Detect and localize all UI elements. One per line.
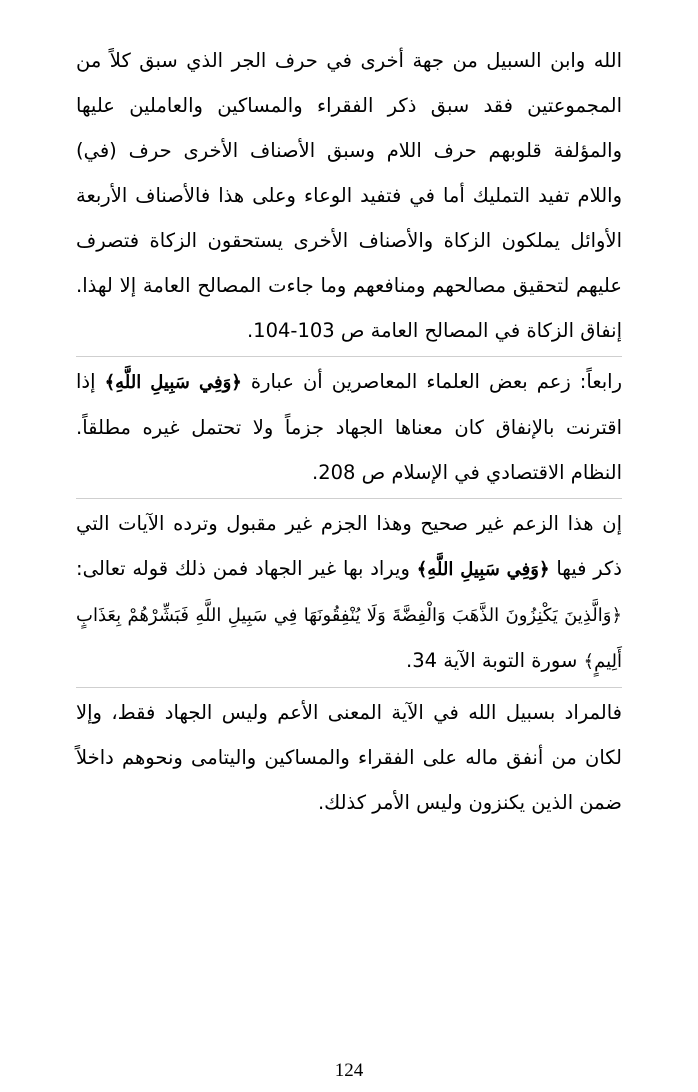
- paragraph-3-text-start: إن هذا الزعم غير صحيح وهذا الجزم غير مقبول وترده الآيات التي ذكر فيها: [76, 512, 622, 580]
- quran-verse-tawbah-34: ﴿وَالَّذِينَ يَكْنِزُونَ الذَّهَبَ وَالْفِضَّةَ وَلَا يُنْفِقُونَهَا فِي سَبِيلِ اللَّهِ فَبَشِّرْهُمْ بِعَذَابٍ أَلِيمٍ﴾: [76, 605, 622, 672]
- paragraph-1-text: الله وابن السبيل من جهة أخرى في حرف الجر الذي سبق كلاً من المجموعتين فقد سبق ذكر الفقراء والمساكين والعاملين عليها والمؤلفة قلوبهم حرف اللام وسبق الأصناف الأخرى حرف (في) واللام تفيد التمليك أما في فتفيد الوعاء وعلى هذا فالأصناف الأربعة الأوائل يملكون الزكاة والأصناف الأخرى يستحقون الزكاة فتصرف عليهم لتحقيق مصالحهم ومنافعهم وما جاءت المصالح العامة إلا لهذا. إنفاق الزكاة في المصالح العامة ص 103-104.: [76, 49, 622, 342]
- page-number: 124: [334, 1060, 364, 1081]
- paragraph-2-text-start: رابعاً: زعم بعض العلماء المعاصرين أن عبارة: [241, 370, 622, 393]
- paragraph-4: [76, 690, 622, 825]
- paragraph-divider: [76, 498, 622, 499]
- paragraph-1: [76, 38, 622, 353]
- paragraph-3-text-middle: ويراد بها غير الجهاد فمن ذلك قوله تعالى:: [76, 557, 417, 580]
- quran-quote-fi-sabilillah: ﴿وَفِي سَبِيلِ اللَّهِ﴾: [416, 559, 550, 580]
- paragraph-3: [76, 501, 622, 684]
- paragraph-4-text: فالمراد بسبيل الله في الآية المعنى الأعم وليس الجهاد فقط، وإلا لكان من أنفق ماله على الفقراء والمساكين واليتامى ونحوهم داخلاً ضمن الذين يكنزون وليس الأمر كذلك.: [76, 701, 622, 814]
- body-text: [76, 38, 622, 825]
- paragraph-3-text-end: سورة التوبة الآية 34.: [406, 649, 584, 672]
- paragraph-2-text-end: إذا اقترنت بالإنفاق كان معناها الجهاد جزماً ولا تحتمل غيره مطلقاً. النظام الاقتصادي في الإسلام ص 208.: [76, 370, 622, 484]
- paragraph-divider: [76, 687, 622, 688]
- quran-quote-fi-sabilillah: ﴿وَفِي سَبِيلِ اللَّهِ﴾: [104, 372, 242, 393]
- paragraph-divider: [76, 356, 622, 357]
- paragraph-2: [76, 359, 622, 495]
